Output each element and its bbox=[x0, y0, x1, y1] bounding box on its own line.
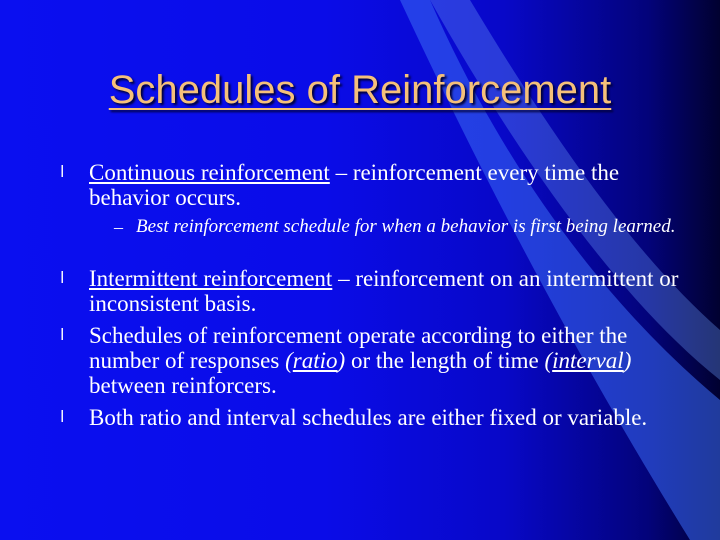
bullet-marker: l bbox=[60, 268, 65, 287]
bullet-schedules: Schedules of reinforcement operate according to either the number of responses (ratio) or the length of time (interval) between reinforcers. bbox=[89, 323, 632, 398]
slide-title: Schedules of Reinforcement bbox=[108, 68, 612, 112]
term-interval: interval bbox=[552, 348, 624, 373]
bullet-intermittent: Intermittent reinforcement – reinforcement on an intermittent or inconsistent basis. bbox=[89, 266, 679, 316]
bullet-continuous: Continuous reinforcement – reinforcement every time the behavior occurs. bbox=[89, 160, 620, 210]
bullet-marker: l bbox=[60, 162, 65, 181]
term-ratio: ratio bbox=[292, 348, 338, 373]
bullet-marker: l bbox=[60, 325, 65, 344]
bullet-marker: l bbox=[60, 407, 65, 426]
bullet-fixed-variable: Both ratio and interval schedules are either fixed or variable. bbox=[89, 405, 648, 430]
term-intermittent: Intermittent reinforcement bbox=[89, 266, 333, 291]
term-continuous: Continuous reinforcement bbox=[89, 160, 330, 185]
sub-bullet-best-schedule: Best reinforcement schedule for when a behavior is first being learned. bbox=[136, 216, 676, 237]
sub-bullet-dash: – bbox=[114, 217, 123, 237]
